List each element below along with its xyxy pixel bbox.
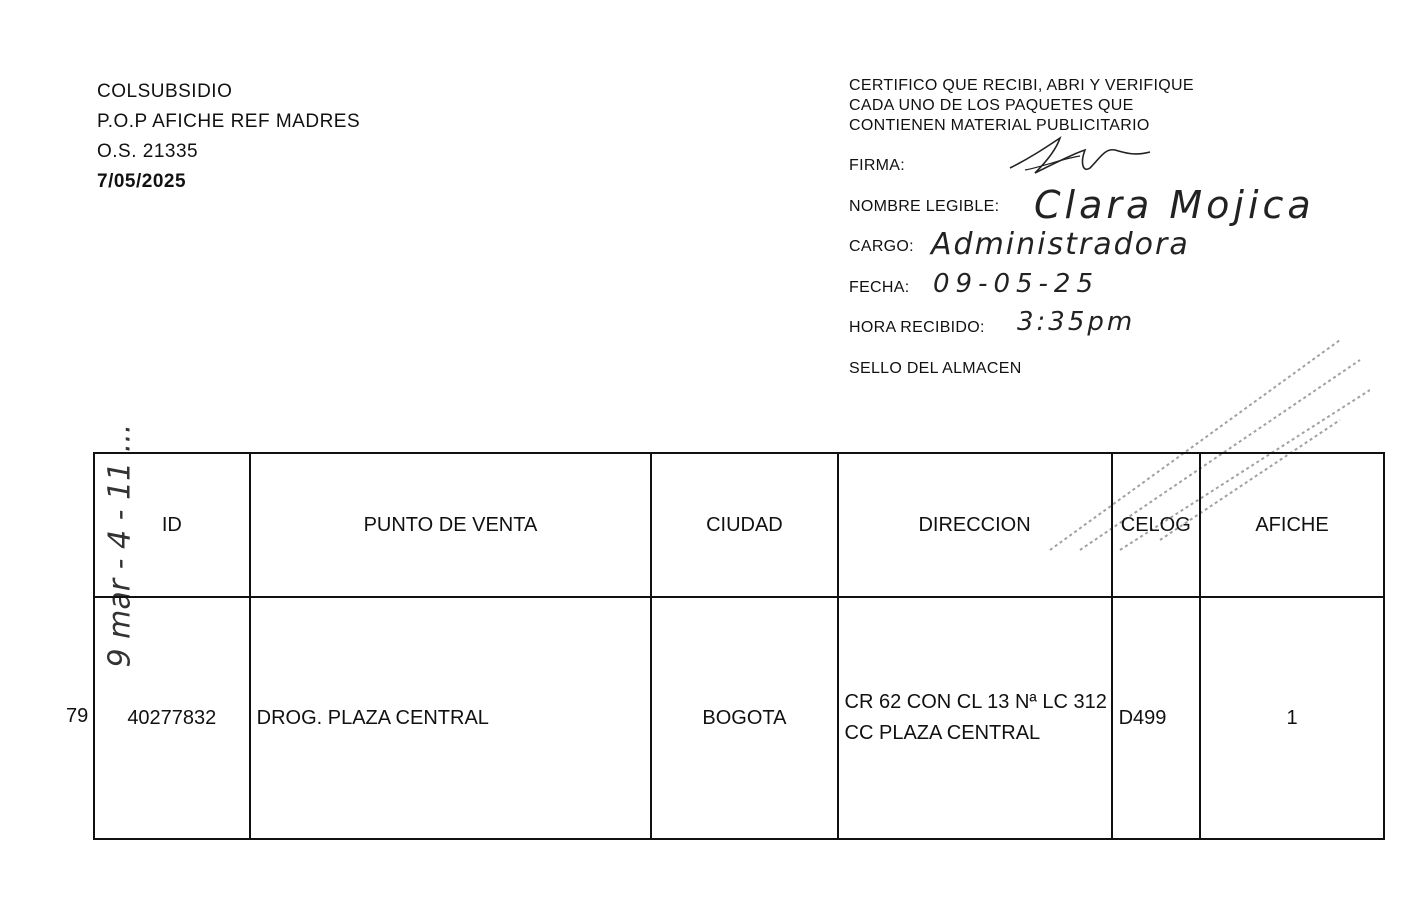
certificate-text [849, 76, 1194, 136]
certificate-line-2: CADA UNO DE LOS PAQUETES QUE [849, 97, 1134, 114]
header-afiche: AFICHE [1200, 453, 1384, 597]
cell-ciudad: BOGOTA [651, 597, 837, 839]
table-row [94, 597, 1384, 839]
cell-direccion [838, 597, 1112, 839]
header-punto-de-venta: PUNTO DE VENTA [250, 453, 652, 597]
fecha-label: FECHA: [849, 279, 910, 296]
cell-punto-de-venta: DROG. PLAZA CENTRAL [250, 597, 652, 839]
header-id: ID [94, 453, 250, 597]
certificate-line-1: CERTIFICO QUE RECIBI, ABRI Y VERIFIQUE [849, 77, 1194, 94]
cell-celog: D499 [1112, 597, 1200, 839]
document-date: 7/05/2025 [97, 171, 187, 192]
nombre-value: Clara Mojica [1034, 183, 1315, 227]
product-name: P.O.P AFICHE REF MADRES [97, 111, 361, 132]
delivery-table [93, 452, 1385, 840]
sello-label: SELLO DEL ALMACEN [849, 360, 1022, 377]
document-header [97, 77, 360, 197]
header-ciudad: CIUDAD [651, 453, 837, 597]
header-direccion: DIRECCION [838, 453, 1112, 597]
direccion-line-1: CR 62 CON CL 13 Nª LC 312 [844, 691, 1107, 713]
hora-value: 3:35pm [1017, 307, 1136, 337]
cargo-label: CARGO: [849, 238, 914, 255]
side-handwritten-note: 9 mar - 4 - 11 ... [102, 423, 138, 668]
direccion-line-2: CC PLAZA CENTRAL [844, 722, 1041, 744]
table-header-row [94, 453, 1384, 597]
cargo-value: Administradora [931, 227, 1190, 262]
hora-label: HORA RECIBIDO: [849, 319, 985, 336]
order-number: O.S. 21335 [97, 141, 199, 162]
fecha-value: 09-05-25 [933, 269, 1100, 299]
row-number: 79 [66, 705, 89, 727]
firma-label: FIRMA: [849, 157, 906, 174]
header-celog: CELOG [1112, 453, 1200, 597]
cell-id: 40277832 [94, 597, 250, 839]
company-name: COLSUBSIDIO [97, 81, 233, 102]
signature-mark [1005, 128, 1155, 183]
certificate-line-3: CONTIENEN MATERIAL PUBLICITARIO [849, 117, 1150, 134]
nombre-label: NOMBRE LEGIBLE: [849, 198, 1000, 215]
cell-afiche: 1 [1200, 597, 1384, 839]
